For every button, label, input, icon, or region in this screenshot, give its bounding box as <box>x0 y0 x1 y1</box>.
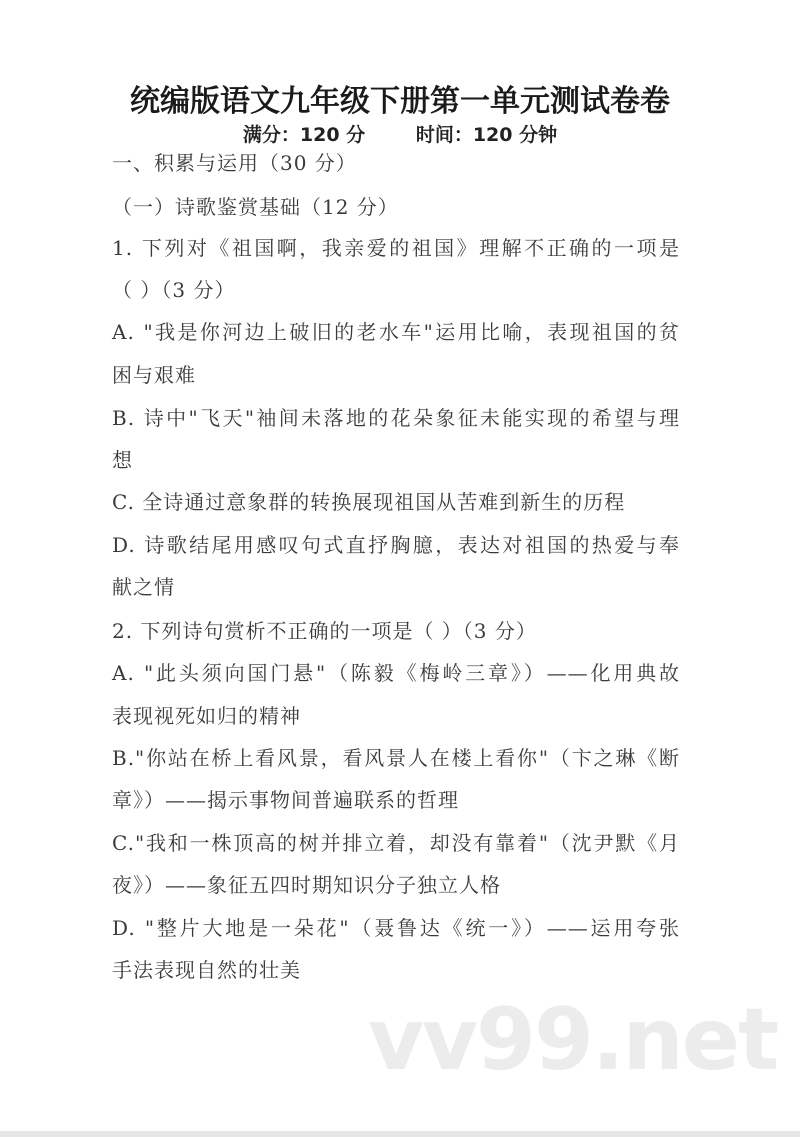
time-limit: 时间：120 分钟 <box>415 124 558 146</box>
text-line: B."你站在桥上看风景，看风景人在楼上看你"（卞之琳《断 <box>112 746 680 770</box>
text-line: 一、积累与运用（30 分） <box>112 151 357 175</box>
text-line: 献之情 <box>112 575 175 599</box>
text-line: C. 全诗通过意象群的转换展现祖国从苦难到新生的历程 <box>112 490 626 514</box>
text-line: 1. 下列对《祖国啊，我亲爱的祖国》理解不正确的一项是 <box>112 236 680 260</box>
text-line: 夜》）——象征五四时期知识分子独立人格 <box>112 873 501 897</box>
text-line: B. 诗中"飞天"袖间未落地的花朵象征未能实现的希望与理 <box>112 406 680 430</box>
text-line: A. "此头须向国门悬"（陈毅《梅岭三章》）——化用典故 <box>112 661 680 685</box>
text-line: A. "我是你河边上破旧的老水车"运用比喻，表现祖国的贫 <box>112 320 680 344</box>
text-line: 2. 下列诗句赏析不正确的一项是（ ）（3 分） <box>112 619 537 643</box>
text-line: C."我和一株顶高的树并排立着，却没有靠着"（沈尹默《月 <box>112 831 680 855</box>
text-line: 手法表现自然的壮美 <box>112 958 301 982</box>
text-line: （一）诗歌鉴赏基础（12 分） <box>112 195 399 219</box>
exam-meta <box>0 120 800 147</box>
text-line: D. "整片大地是一朵花"（聂鲁达《统一》）——运用夸张 <box>112 916 680 940</box>
text-line: （ ）（3 分） <box>112 278 236 302</box>
page-edge <box>0 1131 800 1137</box>
full-score: 满分：120 分 <box>242 124 366 146</box>
text-line: 表现视死如归的精神 <box>112 704 301 728</box>
watermark: vv99.net <box>368 990 778 1090</box>
text-line: 想 <box>112 448 133 472</box>
text-line: D. 诗歌结尾用感叹句式直抒胸臆，表达对祖国的热爱与奉 <box>112 533 680 557</box>
text-line: 章》）——揭示事物间普遍联系的哲理 <box>112 788 459 812</box>
text-line: 困与艰难 <box>112 363 196 387</box>
page-title: 统编版语文九年级下册第一单元测试卷卷 <box>130 84 670 119</box>
